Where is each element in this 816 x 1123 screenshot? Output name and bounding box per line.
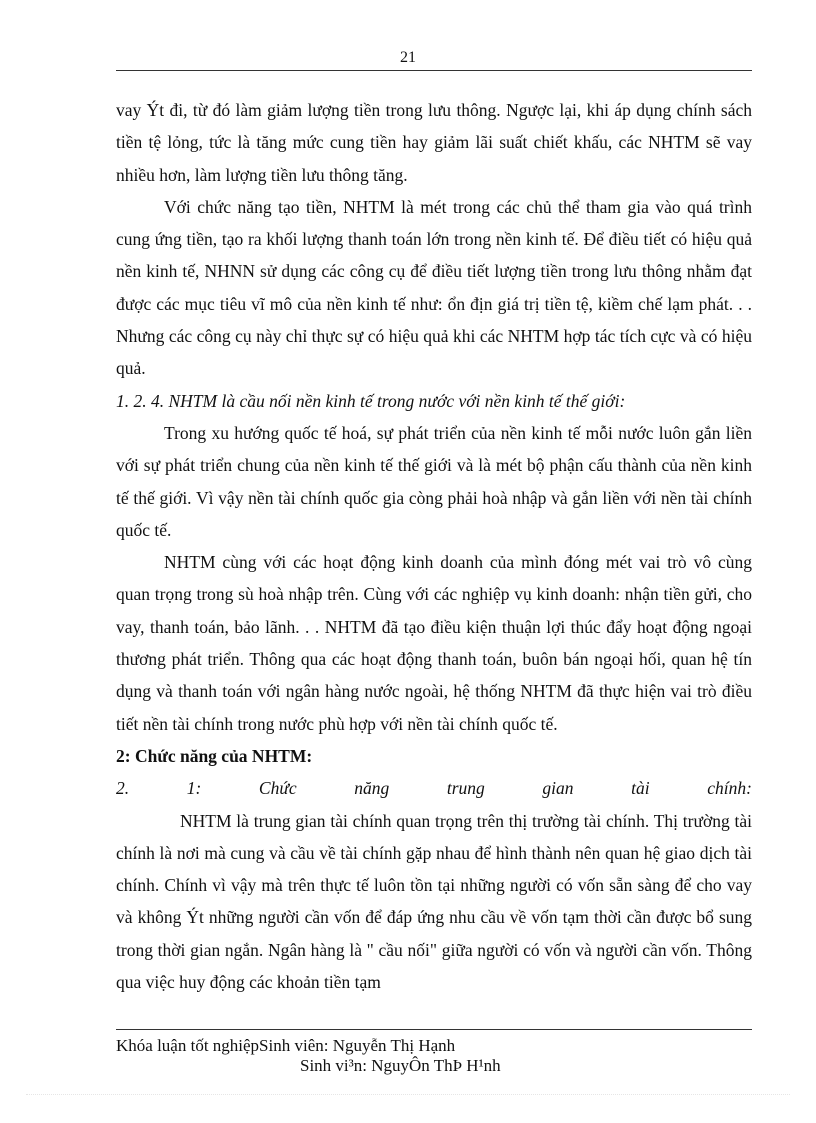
heading-word: 2. <box>116 778 130 799</box>
footer-line-2: Sinh vi³n: NguyÔn ThÞ H¹nh <box>300 1056 501 1075</box>
heading-word: năng <box>354 778 390 799</box>
heading-word: 1: <box>186 778 202 799</box>
paragraph: NHTM là trung gian tài chính quan trọng trên thị trường tài chính. Thị trường tài chính là nơi mà cung và cầu về tài chính gặp nhau để hình thành nên quan hệ giao dịch tài chính. Chính vì vậy mà trên thực tế luôn tồn tại những người có vốn sẵn sàng để cho vay và không Ýt những người cần vốn để đáp ứng nhu cầu về vốn tạm thời cần được bổ sung trong thời gian ngắn. Ngân hàng là " cầu nối" giữa người có vốn và người cần vốn. Thông qua việc huy động các khoản tiền tạm <box>116 810 752 993</box>
header-rule <box>116 70 752 71</box>
page-number: 21 <box>400 49 416 66</box>
section-heading-1-2-4: 1. 2. 4. NHTM là cầu nối nền kinh tế trong nước với nền kinh tế thế giới: <box>116 390 626 411</box>
paragraph: vay Ýt đi, từ đó làm giảm lượng tiền trong lưu thông. Ngược lại, khi áp dụng chính sách tiền tệ lỏng, tức là tăng mức cung tiền hay giảm lãi suất chiết khấu, các NHTM sẽ vay nhiều hơn, làm lượng tiền lưu thông tăng. <box>116 100 752 185</box>
paragraph: NHTM cùng với các hoạt động kinh doanh của mình đóng mét vai trò vô cùng quan trọng trong sù hoà nhập trên. Cùng với các nghiệp vụ kinh doanh: nhận tiền gửi, cho vay, thanh toán, bảo lãnh. . . NHTM đã tạo điều kiện thuận lợi thúc đẩy hoạt động ngoại thương phát triển. Thông qua các hoạt động thanh toán, buôn bán ngoại hối, quan hệ tín dụng và thanh toán với ngân hàng nước ngoài, hệ thống NHTM đã thực hiện vai trò điều tiết nền tài chính trong nước phù hợp với nền tài chính quốc tế. <box>116 552 752 734</box>
heading-word: gian <box>542 778 574 799</box>
page-bottom-border <box>26 1094 790 1095</box>
footer-line-1: Khóa luận tốt nghiệpSinh viên: Nguyễn Thị Hạnh <box>116 1036 456 1055</box>
section-heading-2-1 <box>116 772 752 804</box>
heading-word: trung <box>446 778 485 799</box>
paragraph: Trong xu hướng quốc tế hoá, sự phát triển của nền kinh tế mỗi nước luôn gắn liền với sự phát triển chung của nền kinh tế thế giới và là mét bộ phận cấu thành của nền kinh tế thế giới. Vì vậy nền tài chính quốc gia còng phải hoà nhập và gắn liền với nền tài chính quốc tế. <box>116 422 752 540</box>
paragraph: Với chức năng tạo tiền, NHTM là mét trong các chủ thể tham gia vào quá trình cung ứng tiền, tạo ra khối lượng thanh toán lớn trong nền kinh tế. Để điều tiết có hiệu quả nền kinh tế, NHNN sử dụng các công cụ để điều tiết lượng tiền trong lưu thông nhằm đạt được các mục tiêu vĩ mô của nền kinh tế như: ổn địn giá trị tiền tệ, kiềm chế lạm phát. . . Nhưng các công cụ này chỉ thực sự có hiệu quả khi các NHTM hợp tác tích cực và có hiệu quả. <box>116 196 752 379</box>
section-heading-2: 2: Chức năng của NHTM: <box>116 745 313 766</box>
heading-word: tài <box>631 778 650 799</box>
heading-word: chính: <box>707 778 752 799</box>
page-body <box>116 94 752 998</box>
footer-rule <box>116 1029 752 1030</box>
heading-word: Chức <box>258 778 297 799</box>
